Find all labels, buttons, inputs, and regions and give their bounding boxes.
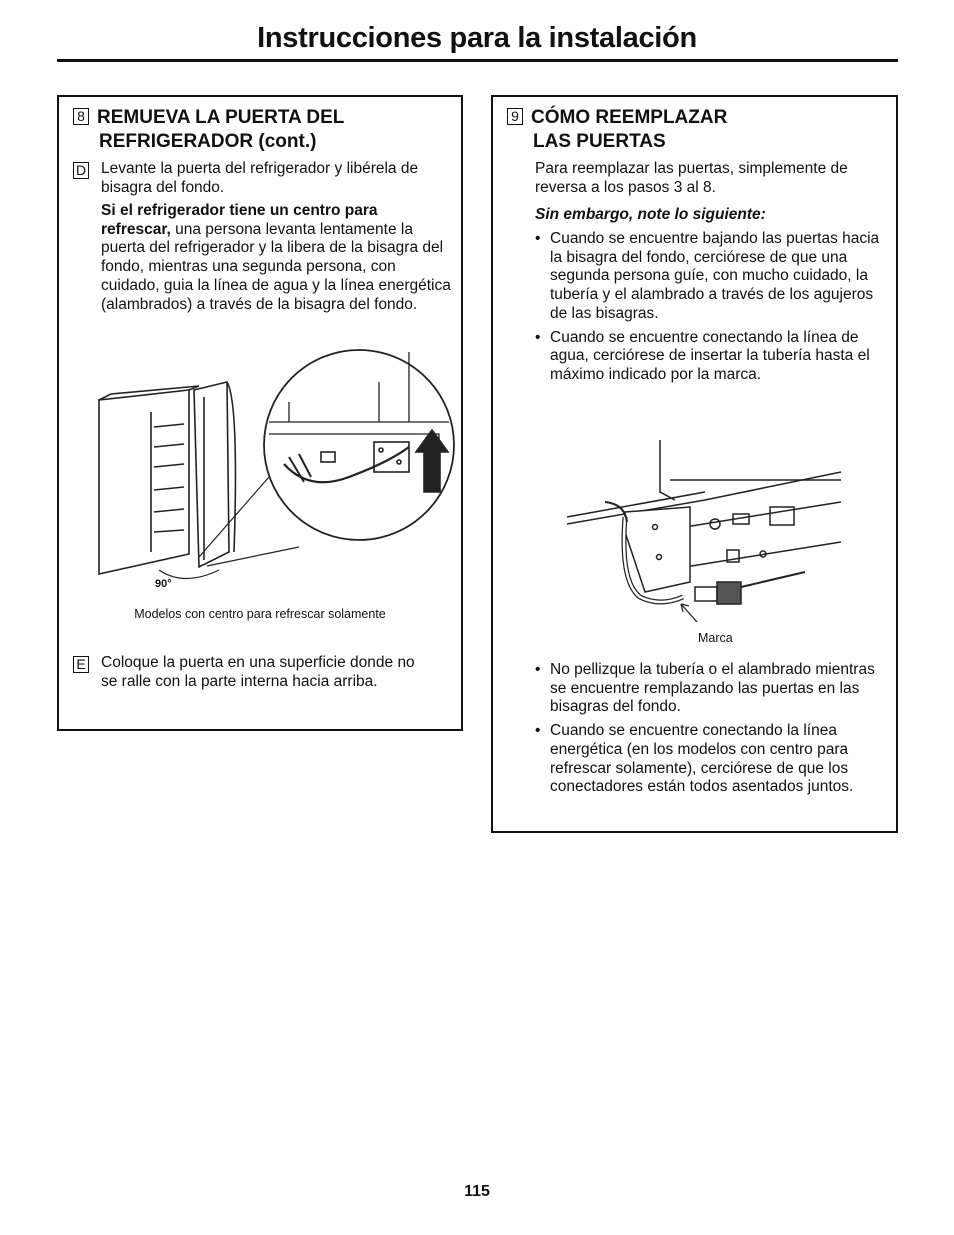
- section-9-title-line1: CÓMO REEMPLAZAR: [531, 107, 728, 128]
- step-d-note-text: una persona levanta lentamente la puerta del refrigerador y la libera de la bisagra del fondo, mientras una segunda persona, con cuidado, guia la línea de agua y la línea energética (alambrados) a través de la bisagra del fondo.: [101, 220, 451, 313]
- mark-label: Marca: [698, 631, 733, 645]
- figure-caption: Modelos con centro para refrescar solamente: [134, 607, 386, 621]
- section-9-box: [491, 95, 898, 833]
- section-9-number: 9: [507, 108, 523, 125]
- section-9-title-line2: LAS PUERTAS: [533, 131, 666, 152]
- section-8-title-line1: REMUEVA LA PUERTA DEL: [97, 107, 345, 128]
- step-e-text: Coloque la puerta en una superficie donde no se ralle con la parte interna hacia arriba.: [101, 654, 415, 690]
- step-d-letter: D: [73, 162, 89, 179]
- bullet-item: • Cuando se encuentre conectando la línea de agua, cerciórese de insertar la tubería hasta el máximo indicado por la marca.: [535, 329, 885, 385]
- page-title: Instrucciones para la instalación: [257, 22, 697, 54]
- bullet-item: • Cuando se encuentre conectando la línea energética (en los modelos con centro para refrescar solamente), cerciórese de que los conectadores están todos asentados juntos.: [535, 722, 885, 797]
- section-8-number: 8: [73, 108, 89, 125]
- page-number: 115: [464, 1183, 490, 1200]
- hinge-tubing-illustration: [565, 432, 845, 652]
- section-8-title-line2: REFRIGERADOR: [99, 131, 254, 152]
- section-9-bullets-top: [535, 230, 885, 390]
- step-d-note: [101, 202, 451, 314]
- angle-label: 90°: [155, 578, 172, 590]
- step-d-note-bold: Si el refrigerador tiene un centro para refrescar,: [101, 202, 378, 238]
- section-8-heading: [73, 106, 344, 154]
- title-rule: [57, 59, 898, 62]
- section-8-box: [57, 95, 463, 731]
- section-9-note: Sin embargo, note lo siguiente:: [535, 206, 766, 223]
- step-d-text: Levante la puerta del refrigerador y libérela de bisagra del fondo.: [101, 160, 419, 196]
- refrigerator-door-illustration: [89, 342, 459, 602]
- section-9-heading: [507, 106, 727, 154]
- section-9-intro: Para reemplazar las puertas, simplemente de reversa a los pasos 3 al 8.: [535, 160, 848, 196]
- section-8-title-cont: (cont.): [258, 131, 317, 152]
- step-e-letter: E: [73, 656, 89, 673]
- bullet-item: • No pellizque la tubería o el alambrado mientras se encuentre remplazando las puertas en las bisagras del fondo.: [535, 661, 885, 717]
- bullet-item: • Cuando se encuentre bajando las puertas hacia la bisagra del fondo, cerciórese de que una segunda persona guíe, con mucho cuidado, la tubería y el alambrado a través de los agujeros de las bisagras.: [535, 230, 885, 324]
- section-9-bullets-bottom: [535, 661, 885, 802]
